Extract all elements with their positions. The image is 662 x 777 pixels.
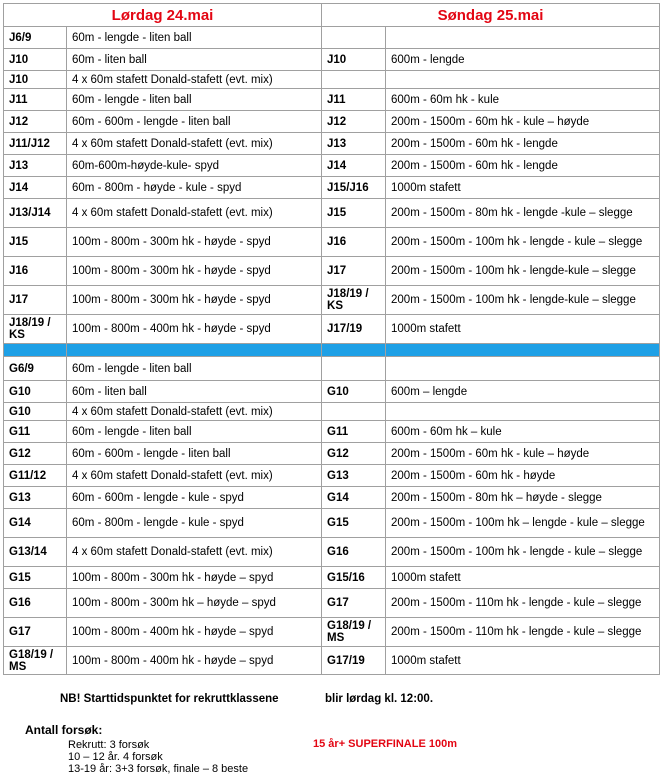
sunday-events: 200m - 1500m - 80m hk – høyde - slegge (386, 487, 660, 509)
schedule-row (4, 403, 660, 421)
schedule-row (4, 177, 660, 199)
sunday-class: J17 (322, 257, 386, 286)
saturday-events: 100m - 800m - 300m hk - høyde - spyd (67, 257, 322, 286)
saturday-class: J13 (4, 155, 67, 177)
sunday-events: 200m - 1500m - 60m hk - lengde (386, 155, 660, 177)
attempts-10-12: 10 – 12 år. 4 forsøk (68, 751, 163, 763)
sunday-class: G17/19 (322, 647, 386, 675)
saturday-events: 100m - 800m - 300m hk – høyde – spyd (67, 589, 322, 618)
sunday-class: G16 (322, 538, 386, 567)
schedule-row (4, 647, 660, 675)
schedule-row (4, 465, 660, 487)
section-separator (4, 344, 660, 357)
saturday-class: J12 (4, 111, 67, 133)
schedule-row (4, 589, 660, 618)
sunday-class: J13 (322, 133, 386, 155)
schedule-table (3, 3, 660, 675)
sunday-events: 600m - lengde (386, 49, 660, 71)
schedule-row (4, 133, 660, 155)
saturday-events: 4 x 60m stafett Donald-stafett (evt. mix) (67, 133, 322, 155)
saturday-class: G13 (4, 487, 67, 509)
sunday-events: 200m - 1500m - 100m hk - lengde-kule – slegge (386, 257, 660, 286)
sunday-header: Søndag 25.mai (322, 4, 660, 27)
sunday-class: G11 (322, 421, 386, 443)
schedule-row (4, 155, 660, 177)
sunday-events: 200m - 1500m - 80m hk - lengde -kule – slegge (386, 199, 660, 228)
saturday-events: 100m - 800m - 400m hk - høyde – spyd (67, 647, 322, 675)
schedule-row (4, 538, 660, 567)
saturday-class: J18/19 / KS (4, 315, 67, 344)
sunday-class (322, 71, 386, 89)
sunday-events: 600m - 60m hk - kule (386, 89, 660, 111)
saturday-events: 60m - liten ball (67, 49, 322, 71)
sunday-events (386, 403, 660, 421)
sunday-events: 600m - 60m hk – kule (386, 421, 660, 443)
separator-cell (67, 344, 322, 357)
sunday-events (386, 357, 660, 381)
sunday-events: 200m - 1500m - 100m hk - lengde - kule – slegge (386, 228, 660, 257)
saturday-events: 100m - 800m - 400m hk - høyde – spyd (67, 618, 322, 647)
saturday-header: Lørdag 24.mai (4, 4, 322, 27)
separator-cell (4, 344, 67, 357)
sunday-class: G14 (322, 487, 386, 509)
sunday-class: G12 (322, 443, 386, 465)
saturday-events: 4 x 60m stafett Donald-stafett (evt. mix) (67, 538, 322, 567)
saturday-class: J10 (4, 71, 67, 89)
schedule-row (4, 27, 660, 49)
schedule-body (4, 27, 660, 675)
schedule-row (4, 567, 660, 589)
sunday-class: G18/19 / MS (322, 618, 386, 647)
schedule-row (4, 257, 660, 286)
saturday-events: 60m - liten ball (67, 381, 322, 403)
separator-cell (386, 344, 660, 357)
sunday-class: G10 (322, 381, 386, 403)
schedule-row (4, 357, 660, 381)
sunday-class: G15 (322, 509, 386, 538)
sunday-events: 200m - 1500m - 60m hk - kule – høyde (386, 443, 660, 465)
sunday-events (386, 71, 660, 89)
saturday-events: 4 x 60m stafett Donald-stafett (evt. mix) (67, 199, 322, 228)
saturday-class: J15 (4, 228, 67, 257)
separator-cell (322, 344, 386, 357)
attempts-recruit: Rekrutt: 3 forsøk (68, 739, 150, 751)
saturday-events: 100m - 800m - 300m hk - høyde - spyd (67, 228, 322, 257)
sunday-class: J15 (322, 199, 386, 228)
sunday-class: G15/16 (322, 567, 386, 589)
schedule-row (4, 487, 660, 509)
start-time-note: NB! Starttidspunktet for rekruttklassene (60, 693, 279, 705)
schedule-row (4, 89, 660, 111)
schedule-row (4, 381, 660, 403)
sunday-class: G13 (322, 465, 386, 487)
schedule-row (4, 228, 660, 257)
saturday-class: G14 (4, 509, 67, 538)
saturday-class: G10 (4, 403, 67, 421)
sunday-class (322, 403, 386, 421)
saturday-class: J17 (4, 286, 67, 315)
sunday-events: 1000m stafett (386, 315, 660, 344)
sunday-class: J12 (322, 111, 386, 133)
attempts-13-19: 13-19 år: 3+3 forsøk, finale – 8 beste (68, 763, 249, 775)
sunday-class: G17 (322, 589, 386, 618)
saturday-events: 60m-600m-høyde-kule- spyd (67, 155, 322, 177)
saturday-events: 4 x 60m stafett Donald-stafett (evt. mix) (67, 465, 322, 487)
sunday-class: J18/19 / KS (322, 286, 386, 315)
saturday-events: 60m - 800m - lengde - kule - spyd (67, 509, 322, 538)
sunday-class: J10 (322, 49, 386, 71)
sunday-events: 200m - 1500m - 110m hk - lengde - kule – slegge (386, 618, 660, 647)
saturday-class: J13/J14 (4, 199, 67, 228)
saturday-class: J11 (4, 89, 67, 111)
schedule-row (4, 315, 660, 344)
saturday-class: G10 (4, 381, 67, 403)
sunday-events: 1000m stafett (386, 177, 660, 199)
sunday-class: J11 (322, 89, 386, 111)
sunday-events (386, 27, 660, 49)
saturday-class: G12 (4, 443, 67, 465)
sunday-class: J17/19 (322, 315, 386, 344)
saturday-events: 60m - lengde - liten ball (67, 89, 322, 111)
saturday-events: 60m - 600m - lengde - kule - spyd (67, 487, 322, 509)
schedule-row (4, 618, 660, 647)
saturday-events: 60m - lengde - liten ball (67, 421, 322, 443)
saturday-class: G16 (4, 589, 67, 618)
saturday-class: G18/19 / MS (4, 647, 67, 675)
sunday-class: J15/J16 (322, 177, 386, 199)
saturday-class: G11 (4, 421, 67, 443)
sunday-events: 200m - 1500m - 60m hk - høyde (386, 465, 660, 487)
schedule-row (4, 71, 660, 89)
sunday-class (322, 27, 386, 49)
saturday-events: 100m - 800m - 300m hk - høyde - spyd (67, 286, 322, 315)
saturday-class: G11/12 (4, 465, 67, 487)
schedule-row (4, 509, 660, 538)
attempts-title: Antall forsøk: (25, 723, 103, 737)
sunday-events: 1000m stafett (386, 567, 660, 589)
schedule-row (4, 199, 660, 228)
start-time-note-end: blir lørdag kl. 12:00. (325, 693, 434, 705)
schedule-row (4, 49, 660, 71)
sunday-events: 200m - 1500m - 60m hk - lengde (386, 133, 660, 155)
saturday-events: 60m - lengde - liten ball (67, 357, 322, 381)
saturday-class: J16 (4, 257, 67, 286)
sunday-events: 200m - 1500m - 110m hk - lengde - kule – slegge (386, 589, 660, 618)
sunday-events: 600m – lengde (386, 381, 660, 403)
schedule-row (4, 286, 660, 315)
saturday-class: J14 (4, 177, 67, 199)
saturday-events: 60m - lengde - liten ball (67, 27, 322, 49)
saturday-events: 60m - 600m - lengde - liten ball (67, 443, 322, 465)
saturday-class: G17 (4, 618, 67, 647)
saturday-events: 60m - 800m - høyde - kule - spyd (67, 177, 322, 199)
schedule-row (4, 111, 660, 133)
schedule-row (4, 421, 660, 443)
saturday-events: 60m - 600m - lengde - liten ball (67, 111, 322, 133)
sunday-class: J16 (322, 228, 386, 257)
saturday-class: J6/9 (4, 27, 67, 49)
saturday-events: 4 x 60m stafett Donald-stafett (evt. mix) (67, 403, 322, 421)
saturday-class: J10 (4, 49, 67, 71)
saturday-events: 4 x 60m stafett Donald-stafett (evt. mix) (67, 71, 322, 89)
saturday-events: 100m - 800m - 400m hk - høyde - spyd (67, 315, 322, 344)
saturday-class: G15 (4, 567, 67, 589)
sunday-class (322, 357, 386, 381)
sunday-events: 1000m stafett (386, 647, 660, 675)
sunday-class: J14 (322, 155, 386, 177)
sunday-events: 200m - 1500m - 60m hk - kule – høyde (386, 111, 660, 133)
saturday-class: J11/J12 (4, 133, 67, 155)
superfinale-note: 15 år+ SUPERFINALE 100m (313, 738, 457, 750)
sunday-events: 200m - 1500m - 100m hk - lengde-kule – slegge (386, 286, 660, 315)
saturday-class: G13/14 (4, 538, 67, 567)
schedule-row (4, 443, 660, 465)
sunday-events: 200m - 1500m - 100m hk – lengde - kule – slegge (386, 509, 660, 538)
saturday-events: 100m - 800m - 300m hk - høyde – spyd (67, 567, 322, 589)
saturday-class: G6/9 (4, 357, 67, 381)
sunday-events: 200m - 1500m - 100m hk - lengde - kule – slegge (386, 538, 660, 567)
